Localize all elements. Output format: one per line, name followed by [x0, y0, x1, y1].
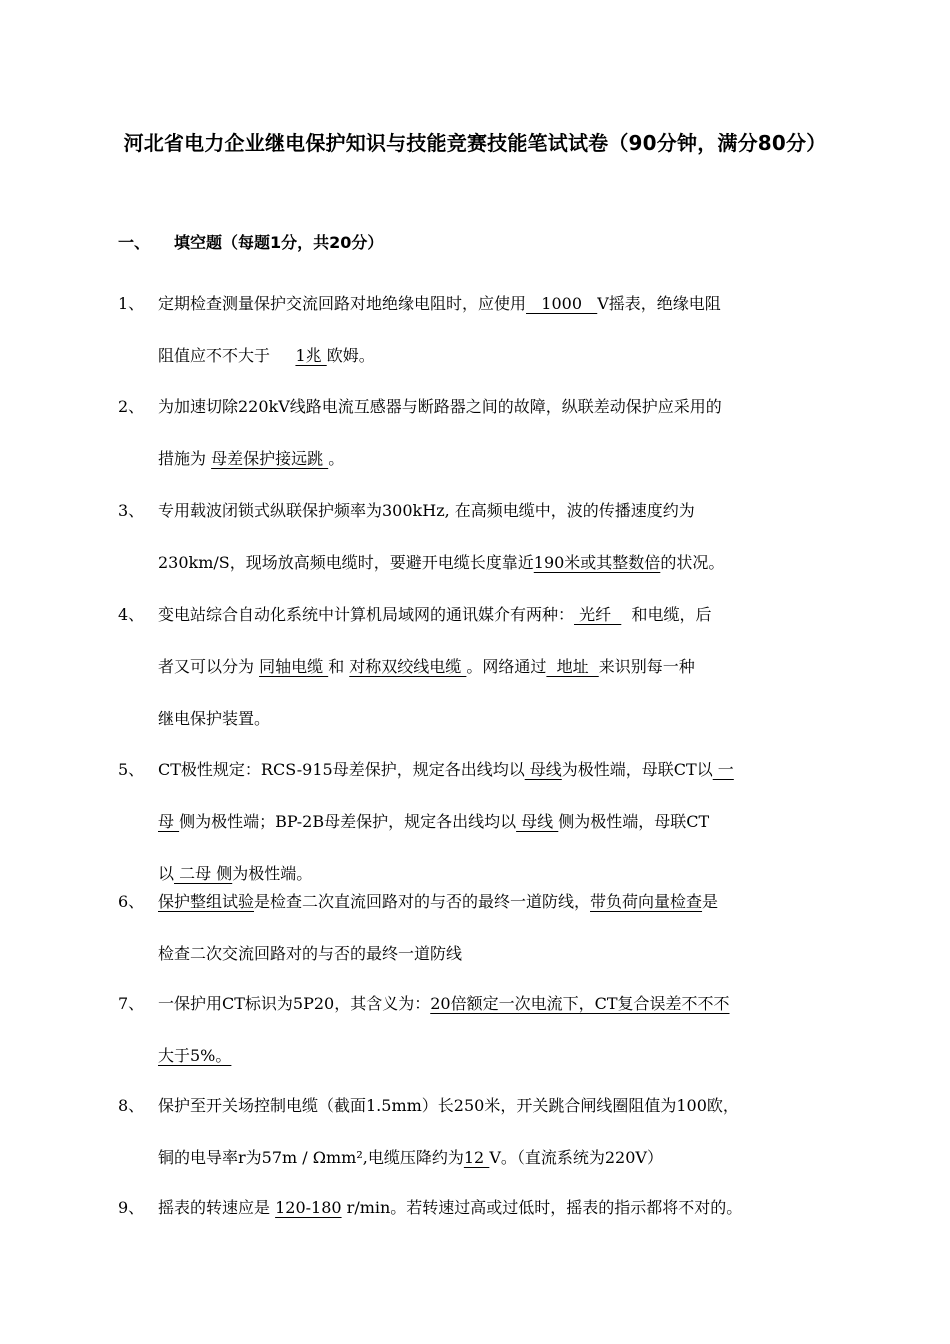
- question-text: [158, 278, 838, 382]
- question-number: 6、: [118, 892, 145, 911]
- question-item: [118, 589, 838, 745]
- answer-blank: 12: [463, 1148, 490, 1167]
- question-text: [158, 381, 838, 485]
- question-line: [158, 381, 838, 433]
- question-line: [158, 1182, 838, 1234]
- question-line: [158, 330, 838, 382]
- section-heading: [118, 230, 383, 253]
- question-segment: V。（直流系统为220V）: [489, 1148, 663, 1167]
- question-segment: 为极性端。: [232, 864, 313, 883]
- question-segment: 保护至开关场控制电缆（截面1.5mm）长250米，开关跳合闸线圈阻值为100欧，: [158, 1096, 739, 1115]
- question-segment: 侧为极性端；BP-2B母差保护，规定各出线均以: [179, 812, 517, 831]
- question-segment: 检查二次交流回路对的与否的最终一道防线: [158, 944, 463, 963]
- answer-blank: 对称双绞线电缆: [349, 657, 467, 676]
- answer-blank: 大于5%。: [158, 1046, 232, 1065]
- question-segment: 继电保护装置。: [158, 709, 271, 728]
- question-segment: 定期检查测量保护交流回路对地绝缘电阻时，应使用: [158, 294, 527, 313]
- question-segment: 为极性端，母联CT以: [561, 760, 713, 779]
- question-line: [158, 978, 838, 1030]
- question-segment: 和电缆，后: [621, 605, 712, 624]
- question-segment: 阻值应不不大于: [158, 346, 296, 365]
- question-number: 3、: [118, 501, 145, 520]
- answer-blank: 保护整组试验: [158, 892, 255, 911]
- question-segment: CT极性规定：RCS-915母差保护，规定各出线均以: [158, 760, 525, 779]
- question-segment: 来识别每一种: [598, 657, 695, 676]
- question-item: [118, 1182, 838, 1234]
- question-item: [118, 876, 838, 980]
- question-text: [158, 1182, 838, 1234]
- question-number: 8、: [118, 1096, 145, 1115]
- answer-blank: 带负荷向量检查: [590, 892, 703, 911]
- question-number: 5、: [118, 760, 145, 779]
- question-text: [158, 978, 838, 1082]
- answer-blank: 1兆: [295, 346, 327, 365]
- answer-blank: 光纤: [574, 605, 622, 624]
- question-text: [158, 876, 838, 980]
- question-text: [158, 485, 838, 589]
- question-line: [158, 744, 838, 796]
- question-segment: 摇表的转速应是: [158, 1198, 276, 1217]
- question-item: [118, 381, 838, 485]
- question-line: [158, 433, 838, 485]
- question-text: [158, 1080, 838, 1184]
- answer-blank: 1000: [526, 294, 598, 313]
- question-segment: 。网络通过: [466, 657, 547, 676]
- question-item: [118, 1080, 838, 1184]
- question-segment: 230km/S，现场放高频电缆时，要避开电缆长度靠近: [158, 553, 534, 572]
- question-segment: 专用载波闭锁式纵联保护频率为300kHz, 在高频电缆中，波的传播速度约为: [158, 501, 695, 520]
- question-line: [158, 928, 838, 980]
- question-line: [158, 693, 838, 745]
- question-line: [158, 1132, 838, 1184]
- question-line: [158, 1080, 838, 1132]
- question-number: 1、: [118, 294, 145, 313]
- question-segment: 措施为: [158, 449, 212, 468]
- question-segment: 以: [158, 864, 175, 883]
- answer-blank: 一: [712, 760, 734, 779]
- question-text: [158, 589, 838, 745]
- answer-blank: 母: [158, 812, 180, 831]
- question-segment: 欧姆。: [326, 346, 375, 365]
- answer-blank: 二母 侧: [174, 864, 233, 883]
- question-segment: 是: [702, 892, 719, 911]
- answer-blank: 地址: [546, 657, 599, 676]
- section-number: 一、: [118, 233, 151, 252]
- answer-blank: 190米或其整数倍: [533, 553, 661, 572]
- question-segment: r/min。若转速过高或过低时，摇表的指示都将不对的。: [341, 1198, 743, 1217]
- question-segment: 侧为极性端，母联CT: [558, 812, 710, 831]
- question-segment: 为加速切除220kV线路电流互感器与断路器之间的故障，纵联差动保护应采用的: [158, 397, 722, 416]
- question-segment: 铜的电导率r为57m / Ωmm²,电缆压降约为: [158, 1148, 464, 1167]
- question-segment: 变电站综合自动化系统中计算机局域网的通讯媒介有两种：: [158, 605, 575, 624]
- question-number: 2、: [118, 397, 145, 416]
- question-line: [158, 796, 838, 848]
- question-line: [158, 641, 838, 693]
- question-number: 9、: [118, 1198, 145, 1217]
- answer-blank: 母差保护接远跳: [211, 449, 329, 468]
- question-line: [158, 485, 838, 537]
- answer-blank: 母线: [516, 812, 559, 831]
- question-item: [118, 485, 838, 589]
- answer-blank: 同轴电缆: [259, 657, 329, 676]
- question-segment: V摇表，绝缘电阻: [597, 294, 721, 313]
- question-line: [158, 1030, 838, 1082]
- answer-blank: 20倍额定一次电流下，CT复合误差不不不: [430, 994, 730, 1013]
- page-title: 河北省电力企业继电保护知识与技能竞赛技能笔试试卷（90分钟，满分80分）: [123, 131, 827, 155]
- question-segment: 是检查二次直流回路对的与否的最终一道防线，: [254, 892, 591, 911]
- question-line: [158, 278, 838, 330]
- question-segment: 和: [328, 657, 350, 676]
- answer-blank: 母线: [524, 760, 562, 779]
- question-segment: 一保护用CT标识为5P20，其含义为：: [158, 994, 431, 1013]
- answer-blank: 120-180: [275, 1198, 342, 1217]
- question-segment: 。: [328, 449, 345, 468]
- question-line: [158, 876, 838, 928]
- question-item: [118, 278, 838, 382]
- question-line: [158, 589, 838, 641]
- question-segment: 的状况。: [660, 553, 725, 572]
- question-item: [118, 978, 838, 1082]
- section-label: 填空题（每题1分，共20分）: [174, 233, 384, 252]
- question-number: 7、: [118, 994, 145, 1013]
- question-line: [158, 537, 838, 589]
- question-number: 4、: [118, 605, 145, 624]
- question-segment: 者又可以分为: [158, 657, 260, 676]
